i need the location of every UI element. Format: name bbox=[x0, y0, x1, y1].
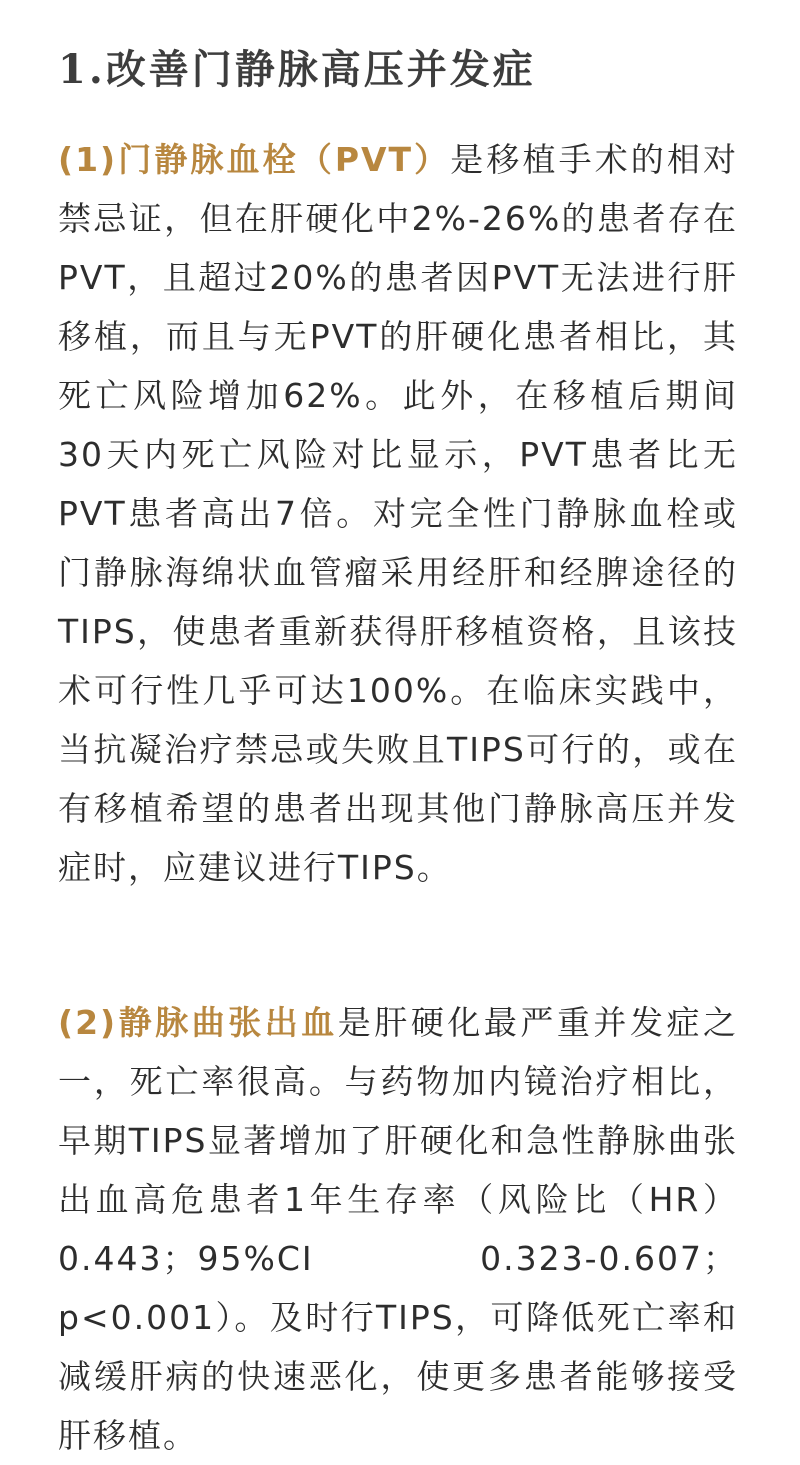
paragraph-pvt bbox=[58, 130, 738, 897]
paragraph-pvt-body: 是移植手术的相对禁忌证，但在肝硬化中2%-26%的患者存在PVT，且超过20%的患者因PVT无法进行肝移植，而且与无PVT的肝硬化患者相比，其死亡风险增加62%。此外，在移植后期间30天内死亡风险对比显示，PVT患者比无PVT患者高出7倍。对完全性门静脉血栓或门静脉海绵状血管瘤采用经肝和经脾途径的TIPS，使患者重新获得肝移植资格，且该技术可行性几乎可达100%。在临床实践中，当抗凝治疗禁忌或失败且TIPS可行的，或在有移植希望的患者出现其他门静脉高压并发症时，应建议进行TIPS。 bbox=[58, 140, 738, 887]
section-heading: 1.改善门静脉高压并发症 bbox=[58, 46, 536, 93]
paragraph-variceal-bleeding bbox=[58, 993, 738, 1465]
paragraph-variceal-bleeding-lead: (2)静脉曲张出血 bbox=[58, 1003, 338, 1042]
paragraph-pvt-lead: (1)门静脉血栓（PVT） bbox=[58, 140, 451, 179]
paragraph-variceal-bleeding-body: 是肝硬化最严重并发症之一，死亡率很高。与药物加内镜治疗相比，早期TIPS显著增加了肝硬化和急性静脉曲张出血高危患者1年生存率（风险比（HR）0.443；95%CI 0.323-0.607；p<0.001）。及时行TIPS，可降低死亡率和减缓肝病的快速恶化，使更多患者能够接受肝移植。 bbox=[58, 1003, 738, 1455]
